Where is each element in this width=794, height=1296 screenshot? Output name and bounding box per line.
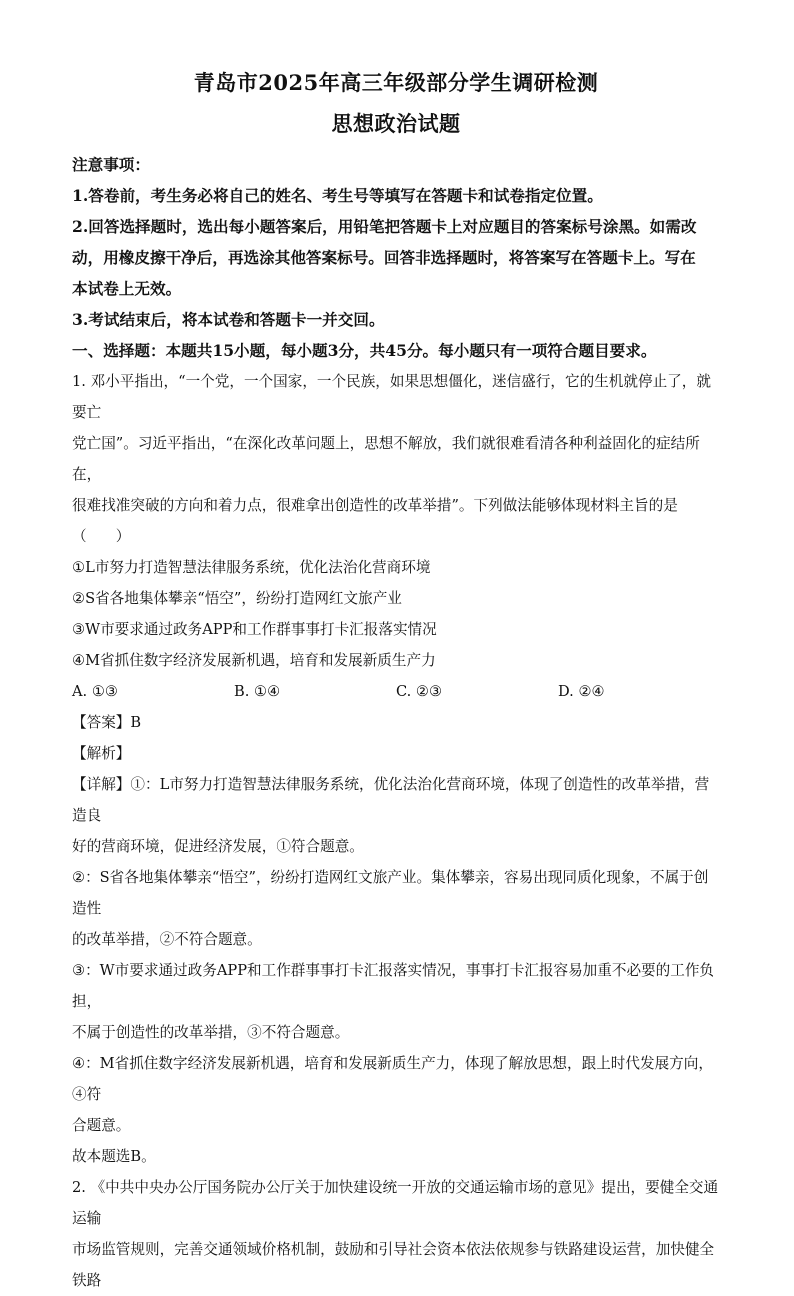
q1-statement-4: ④M省抓住数字经济发展新机遇，培育和发展新质生产力 xyxy=(72,652,436,669)
q2-stem-line-2: 市场监管规则，完善交通领域价格机制，鼓励和引导社会资本依法依规参与铁路建设运营，加快健全铁路 xyxy=(72,1241,715,1289)
q1-option-d: D. ②④ xyxy=(558,683,605,700)
note-item-2-line-3: 本试卷上无效。 xyxy=(72,279,182,298)
q1-option-c: C. ②③ xyxy=(396,683,443,700)
q1-detail-4-line-2: 合题意。 xyxy=(72,1117,131,1134)
section-heading: 一、选择题：本题共15小题，每小题3分，共45分。每小题只有一项符合题目要求。 xyxy=(72,341,657,360)
q1-conclusion: 故本题选B。 xyxy=(72,1148,156,1165)
q1-stem-line-2: 党亡国”。习近平指出，“在深化改革问题上，思想不解放，我们就很难看清各种利益固化的症结所在， xyxy=(72,435,700,483)
q1-stem-line-3: 很难找准突破的方向和着力点，很难拿出创造性的改革举措”。下列做法能够体现材料主旨的是（ ） xyxy=(72,497,678,545)
q1-detail-1-line-2: 好的营商环境，促进经济发展，①符合题意。 xyxy=(72,838,364,855)
q1-detail-1-line-1: 【详解】①：L市努力打造智慧法律服务系统，优化法治化营商环境，体现了创造性的改革举措，营造良 xyxy=(72,776,710,824)
q1-statement-2: ②S省各地集体攀亲“悟空”，纷纷打造网红文旅产业 xyxy=(72,590,402,607)
q1-analysis-label: 【解析】 xyxy=(72,745,131,762)
q1-stem-line-1: 1. 邓小平指出，“一个党，一个国家，一个民族，如果思想僵化，迷信盛行，它的生机就停止了，就要亡 xyxy=(72,373,711,421)
q1-detail-2-line-2: 的改革举措，②不符合题意。 xyxy=(72,931,262,948)
q1-detail-4-line-1: ④：M省抓住数字经济发展新机遇，培育和发展新质生产力，体现了解放思想，跟上时代发展方向，④符 xyxy=(72,1055,713,1103)
q1-detail-3-line-1: ③：W市要求通过政务APP和工作群事事打卡汇报落实情况，事事打卡汇报容易加重不必要的工作负担， xyxy=(72,962,715,1010)
q1-statement-1: ①L市努力打造智慧法律服务系统，优化法治化营商环境 xyxy=(72,559,431,576)
q2-stem-line-1: 2. 《中共中央办公厅国务院办公厅关于加快建设统一开放的交通运输市场的意见》提出，要健全交通运输 xyxy=(72,1179,719,1227)
note-item-1: 1.答卷前，考生务必将自己的姓名、考生号等填写在答题卡和试卷指定位置。 xyxy=(72,186,603,205)
exam-subject: 思想政治试题 xyxy=(331,111,461,136)
q1-detail-3-line-2: 不属于创造性的改革举措，③不符合题意。 xyxy=(72,1024,350,1041)
note-item-2-line-2: 动，用橡皮擦干净后，再选涂其他答案标号。回答非选择题时，将答案写在答题卡上。写在 xyxy=(72,248,696,267)
note-item-3: 3.考试结束后，将本试卷和答题卡一并交回。 xyxy=(72,310,385,329)
q1-option-a: A. ①③ xyxy=(72,683,118,700)
exam-page xyxy=(72,68,720,1296)
q1-detail-2-line-1: ②：S省各地集体攀亲“悟空”，纷纷打造网红文旅产业。集体攀亲，容易出现同质化现象，不属于创造性 xyxy=(72,869,709,917)
q1-answer: 【答案】B xyxy=(72,714,142,731)
q1-statement-3: ③W市要求通过政务APP和工作群事事打卡汇报落实情况 xyxy=(72,621,437,638)
q1-options xyxy=(72,676,720,707)
exam-title: 青岛市2025年高三年级部分学生调研检测 xyxy=(193,70,599,95)
q1-option-b: B. ①④ xyxy=(234,683,281,700)
note-item-2-line-1: 2.回答选择题时，选出每小题答案后，用铅笔把答题卡上对应题目的答案标号涂黑。如需改 xyxy=(72,217,697,236)
notes-heading: 注意事项： xyxy=(72,155,150,174)
